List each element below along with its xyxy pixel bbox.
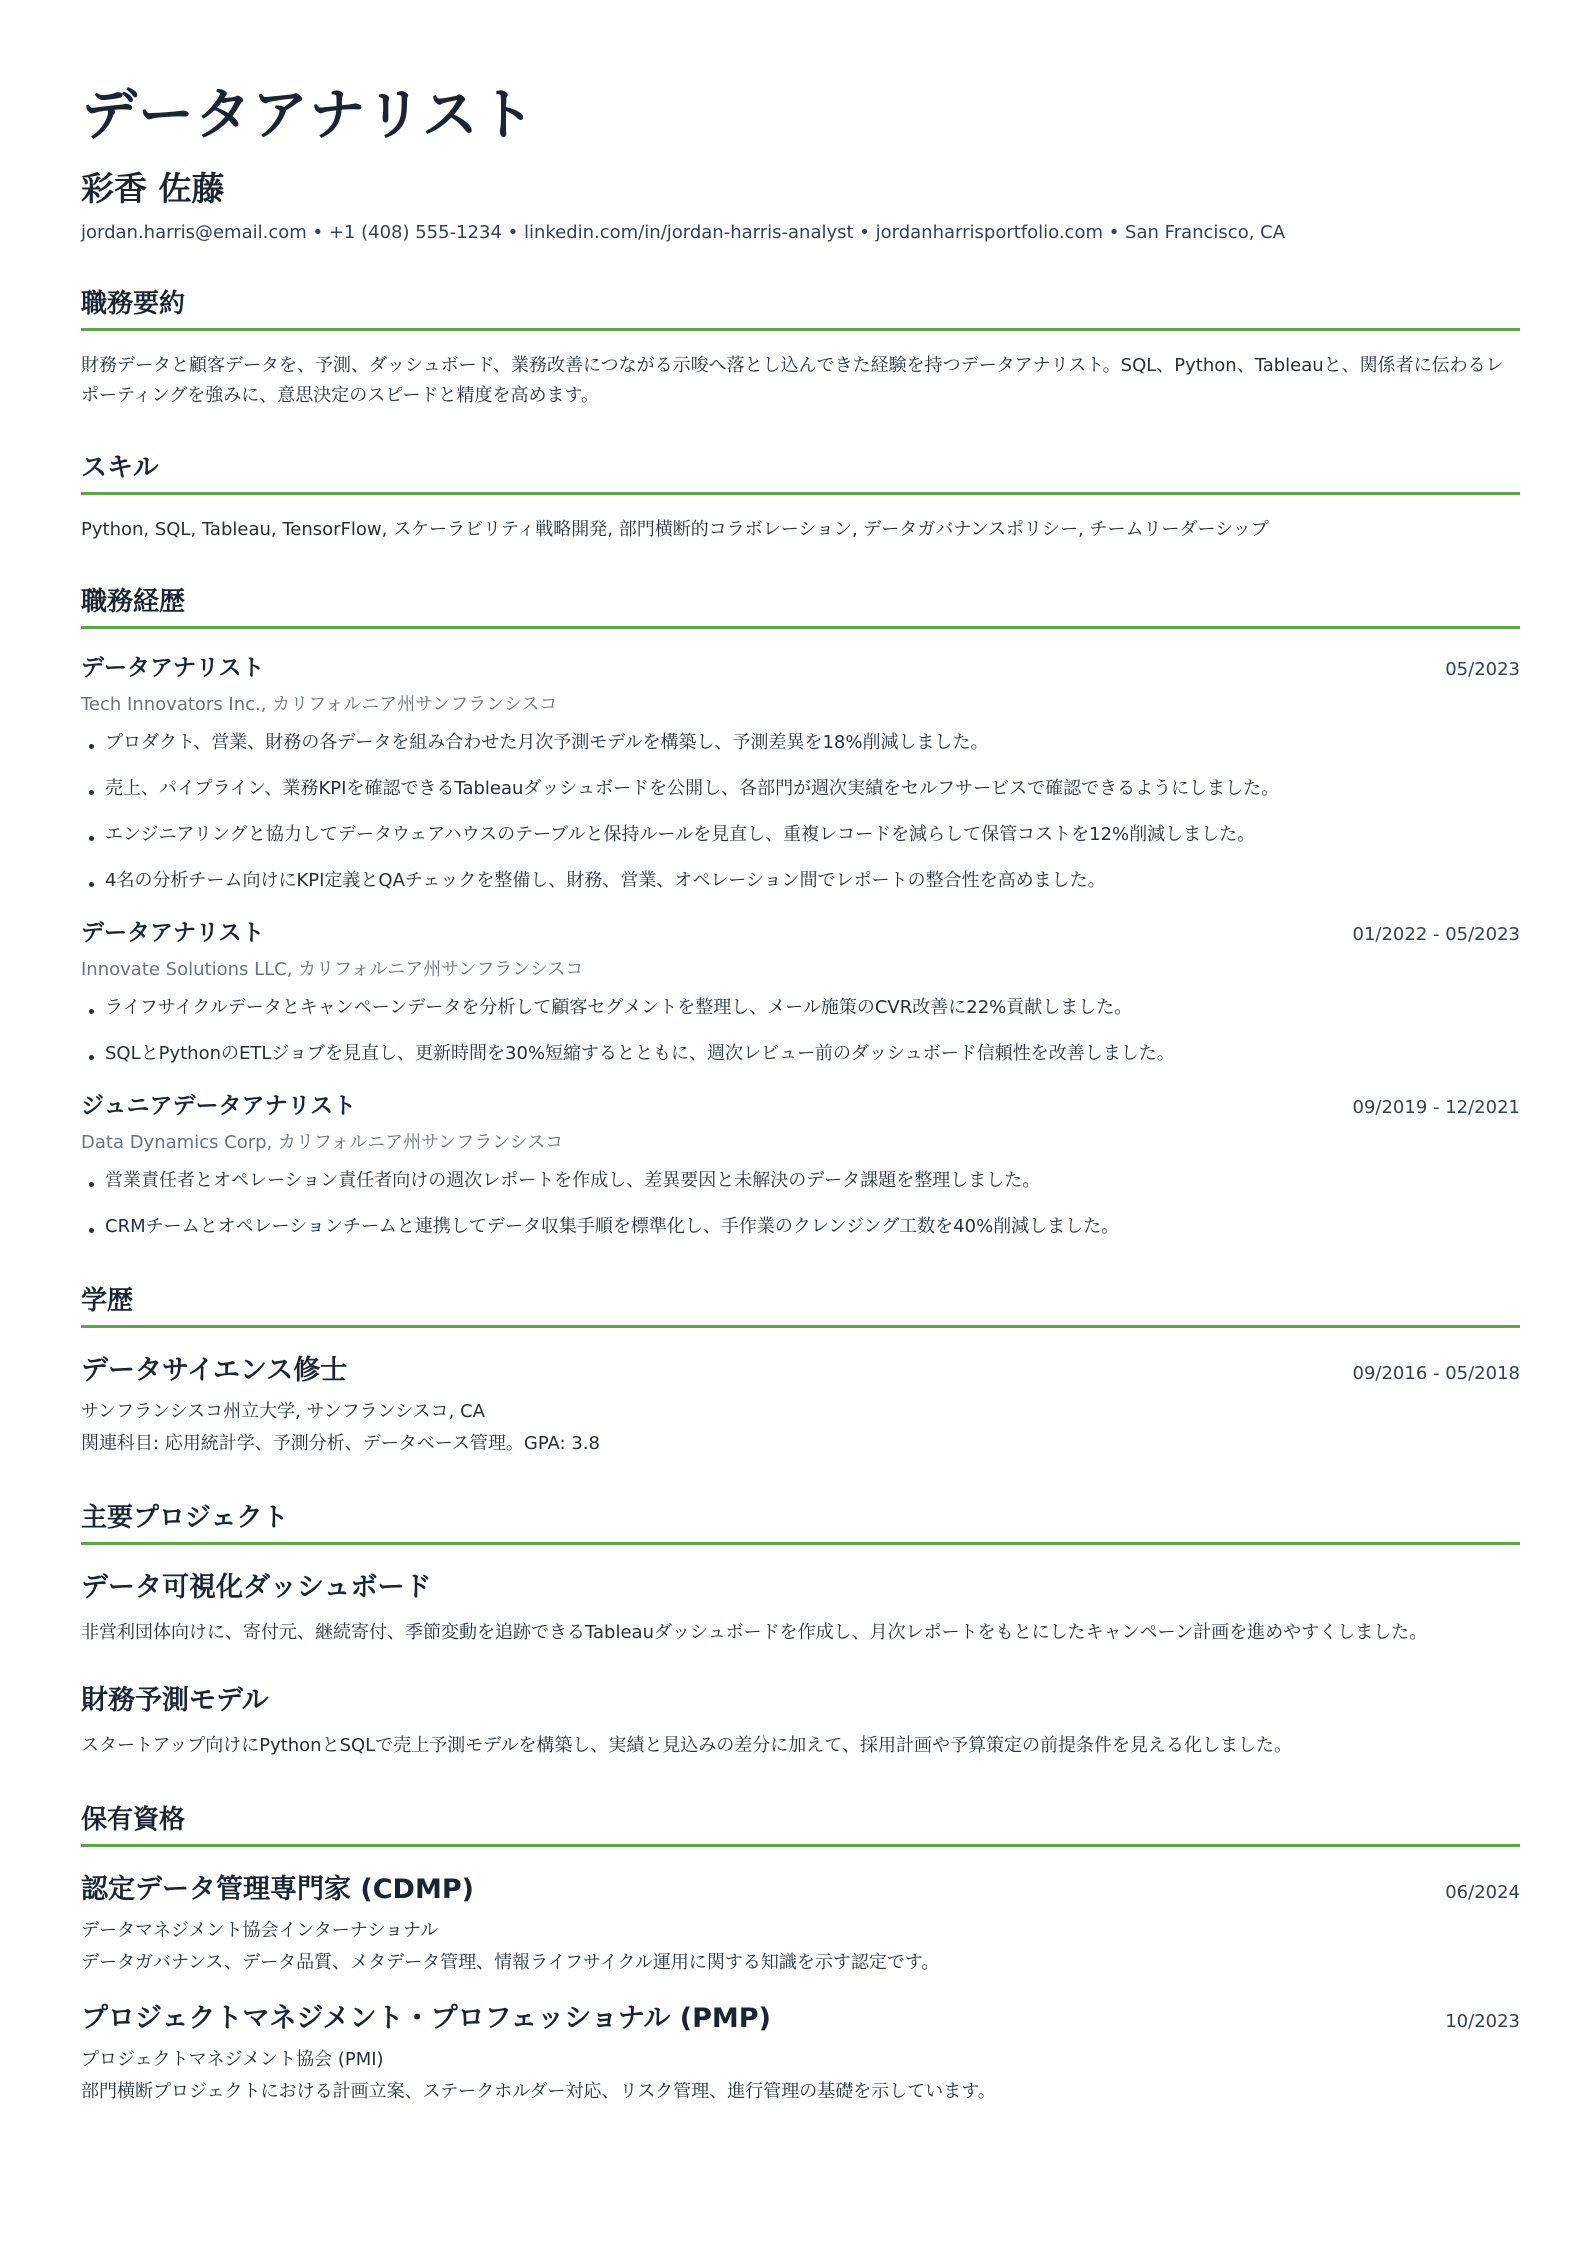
job-header	[81, 649, 1520, 682]
experience-section	[81, 581, 1520, 1240]
certification-title: プロジェクトマネジメント・プロフェッショナル (PMP)	[81, 2003, 771, 2035]
document-title: データアナリスト	[81, 83, 536, 148]
job-company: Tech Innovators Inc., カリフォルニア州サンフランシスコ	[81, 694, 558, 716]
project-description: スタートアップ向けにPythonとSQLで売上予測モデルを構築し、実績と見込みの差分に加えて、採用計画や予算策定の前提条件を見える化しました。	[81, 1735, 1292, 1757]
certification-entry	[81, 1867, 1520, 1974]
job-company: Data Dynamics Corp, カリフォルニア州サンフランシスコ	[81, 1132, 564, 1154]
certification-description: 部門横断プロジェクトにおける計画立案、ステークホルダー対応、リスク管理、進行管理の基礎を示しています。	[81, 2081, 996, 2103]
certification-date: 06/2024	[1445, 1882, 1520, 1904]
job-bullet: CRMチームとオペレーションチームと連携してデータ収集手順を標準化し、手作業のクレンジング工数を40%削減しました。	[81, 1214, 1520, 1240]
section-heading-summary: 職務要約	[81, 283, 1520, 331]
section-heading-certifications: 保有資格	[81, 1799, 1520, 1847]
job-date: 01/2022 - 05/2023	[1352, 924, 1520, 946]
education-entry	[81, 1348, 1520, 1455]
job-entry	[81, 1087, 1520, 1240]
project-title: 財務予測モデル	[81, 1685, 269, 1717]
project-description: 非営利団体向けに、寄付元、継続寄付、季節変動を追跡できるTableauダッシュボードを作成し、月次レポートをもとにしたキャンペーン計画を進めやすくしました。	[81, 1622, 1428, 1644]
job-date: 05/2023	[1445, 659, 1520, 681]
certification-header	[81, 1996, 1520, 2035]
job-bullet: 4名の分析チーム向けにKPI定義とQAチェックを整備し、財務、営業、オペレーション間でレポートの整合性を高めました。	[81, 868, 1520, 894]
certification-entry	[81, 1996, 1520, 2103]
project-entry	[81, 1565, 1520, 1648]
certification-description: データガバナンス、データ品質、メタデータ管理、情報ライフサイクル運用に関する知識を示す認定です。	[81, 1952, 940, 1974]
job-bullet: 売上、パイプライン、業務KPIを確認できるTableauダッシュボードを公開し、各部門が週次実績をセルフサービスで確認できるようにしました。	[81, 776, 1520, 802]
job-bullet: ライフサイクルデータとキャンペーンデータを分析して顧客セグメントを整理し、メール施策のCVR改善に22%貢献しました。	[81, 995, 1520, 1021]
job-title: データアナリスト	[81, 655, 265, 682]
job-bullet: SQLとPythonのETLジョブを見直し、更新時間を30%短縮するとともに、週次レビュー前のダッシュボード信頼性を改善しました。	[81, 1041, 1520, 1067]
certification-issuer: データマネジメント協会インターナショナル	[81, 1920, 439, 1942]
job-bullet: エンジニアリングと協力してデータウェアハウスのテーブルと保持ルールを見直し、重複レコードを減らして保管コストを12%削減しました。	[81, 822, 1520, 848]
job-entry	[81, 914, 1520, 1067]
job-bullet: 営業責任者とオペレーション責任者向けの週次レポートを作成し、差異要因と未解決のデータ課題を整理しました。	[81, 1168, 1520, 1194]
job-header	[81, 1087, 1520, 1120]
certification-issuer: プロジェクトマネジメント協会 (PMI)	[81, 2049, 384, 2071]
certifications-section	[81, 1799, 1520, 2103]
project-title: データ可視化ダッシュボード	[81, 1572, 432, 1604]
projects-section	[81, 1497, 1520, 1761]
job-bullet: プロダクト、営業、財務の各データを組み合わせた月次予測モデルを構築し、予測差異を18%削減しました。	[81, 730, 1520, 756]
job-title: データアナリスト	[81, 920, 265, 947]
job-header	[81, 914, 1520, 947]
skills-section	[81, 447, 1520, 545]
section-heading-experience: 職務経歴	[81, 581, 1520, 629]
project-entry	[81, 1678, 1520, 1761]
job-title: ジュニアデータアナリスト	[81, 1093, 357, 1120]
certification-date: 10/2023	[1445, 2011, 1520, 2033]
person-name: 彩香 佐藤	[81, 169, 225, 209]
section-heading-skills: スキル	[81, 447, 1520, 495]
contact-line: jordan.harris@email.com • +1 (408) 555-1234 • linkedin.com/in/jordan-harris-analyst • jordanharrisportfolio.com • San Francisco, CA	[81, 222, 1286, 244]
education-note: 関連科目: 応用統計学、予測分析、データベース管理。GPA: 3.8	[81, 1433, 600, 1455]
education-header	[81, 1348, 1520, 1387]
job-entry	[81, 649, 1520, 894]
job-company: Innovate Solutions LLC, カリフォルニア州サンフランシスコ	[81, 959, 584, 981]
job-bullets	[81, 995, 1520, 1067]
education-section	[81, 1280, 1520, 1455]
section-heading-projects: 主要プロジェクト	[81, 1497, 1520, 1545]
job-bullets	[81, 1168, 1520, 1240]
education-date: 09/2016 - 05/2018	[1352, 1363, 1520, 1385]
job-bullets	[81, 730, 1520, 894]
summary-section	[81, 283, 1520, 411]
certification-title: 認定データ管理専門家 (CDMP)	[81, 1874, 474, 1906]
degree-title: データサイエンス修士	[81, 1355, 348, 1387]
section-heading-education: 学歴	[81, 1280, 1520, 1328]
skills-text: Python, SQL, Tableau, TensorFlow, スケーラビリティ戦略開発, 部門横断的コラボレーション, データガバナンスポリシー, チームリーダーシップ	[81, 519, 1269, 541]
certification-header	[81, 1867, 1520, 1906]
job-date: 09/2019 - 12/2021	[1352, 1097, 1520, 1119]
school-name: サンフランシスコ州立大学, サンフランシスコ, CA	[81, 1401, 485, 1423]
summary-text: 財務データと顧客データを、予測、ダッシュボード、業務改善につながる示唆へ落とし込んできた経験を持つデータアナリスト。SQL、Python、Tableauと、関係者に伝わるレポーティングを強みに、意思決定のスピードと精度を高めます。	[81, 355, 1504, 407]
